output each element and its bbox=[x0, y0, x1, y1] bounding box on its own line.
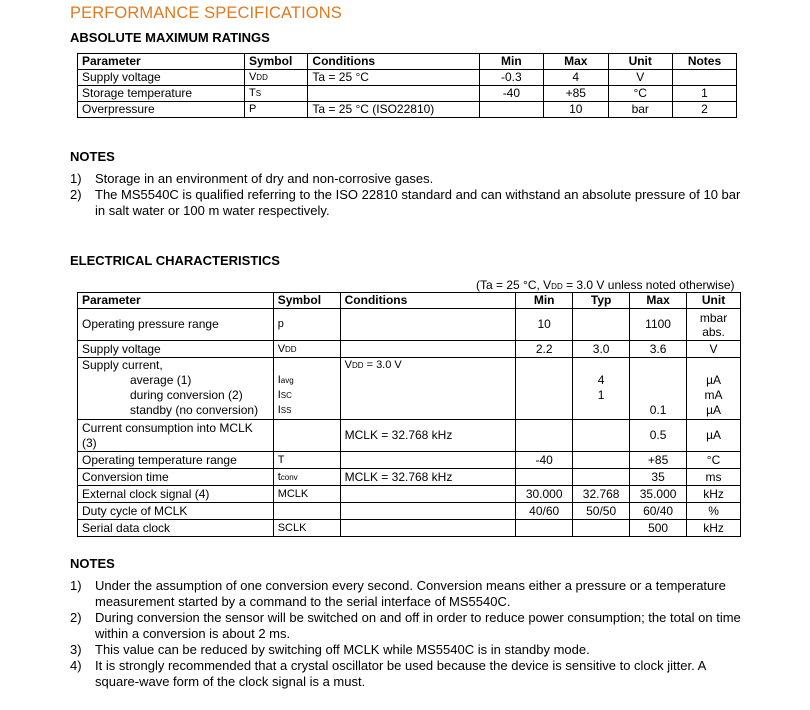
cell-typ: 3.0 bbox=[573, 341, 630, 358]
cell-symbol: Iavg ISC ISS bbox=[273, 358, 340, 420]
notes-heading: NOTES bbox=[70, 556, 115, 571]
cell-parameter: Duty cycle of MCLK bbox=[78, 503, 274, 520]
cell-parameter: Operating pressure range bbox=[78, 309, 274, 341]
cell-min bbox=[516, 469, 573, 486]
cell-unit: V bbox=[608, 70, 672, 86]
cell-conditions bbox=[340, 309, 516, 341]
cell-conditions: MCLK = 32.768 kHz bbox=[340, 420, 516, 452]
table-header-row bbox=[78, 54, 737, 70]
cell-max: 3.6 bbox=[630, 341, 687, 358]
cell-min bbox=[516, 420, 573, 452]
cell-symbol: tconv bbox=[273, 469, 340, 486]
cell-conditions bbox=[340, 520, 516, 537]
cell-max: 35.000 bbox=[630, 486, 687, 503]
cell-conditions bbox=[340, 341, 516, 358]
cell-min bbox=[516, 358, 573, 420]
cell-unit: bar bbox=[608, 102, 672, 118]
cell-parameter: External clock signal (4) bbox=[78, 486, 274, 503]
notes-heading: NOTES bbox=[70, 149, 115, 164]
cell-unit: µA bbox=[687, 420, 741, 452]
col-header-parameter: Parameter bbox=[78, 293, 274, 309]
table-row bbox=[78, 452, 741, 469]
cell-notes bbox=[672, 70, 736, 86]
cell-max: 35 bbox=[630, 469, 687, 486]
cell-symbol: VDD bbox=[273, 341, 340, 358]
cell-min: -40 bbox=[516, 452, 573, 469]
cell-unit: V bbox=[687, 341, 741, 358]
cell-typ bbox=[573, 420, 630, 452]
col-header-unit: Unit bbox=[687, 293, 741, 309]
cell-max: 500 bbox=[630, 520, 687, 537]
cell-max: 4 bbox=[544, 70, 608, 86]
abs-max-heading: ABSOLUTE MAXIMUM RATINGS bbox=[70, 30, 270, 45]
cell-parameter: Supply voltage bbox=[78, 341, 274, 358]
cell-conditions: Ta = 25 °C (ISO22810) bbox=[308, 102, 479, 118]
cell-min bbox=[479, 102, 543, 118]
cell-typ bbox=[573, 309, 630, 341]
cell-parameter: Current consumption into MCLK (3) bbox=[78, 420, 274, 452]
col-header-min: Min bbox=[516, 293, 573, 309]
col-header-symbol: Symbol bbox=[273, 293, 340, 309]
cell-parameter: Supply voltage bbox=[78, 70, 245, 86]
cell-max: +85 bbox=[630, 452, 687, 469]
table-row bbox=[78, 520, 741, 537]
col-header-parameter: Parameter bbox=[78, 54, 245, 70]
page-title: PERFORMANCE SPECIFICATIONS bbox=[70, 4, 342, 22]
cell-min: 2.2 bbox=[516, 341, 573, 358]
cell-max: 0.1 bbox=[630, 358, 687, 420]
cell-max: 10 bbox=[544, 102, 608, 118]
cell-min: 10 bbox=[516, 309, 573, 341]
cell-parameter: Conversion time bbox=[78, 469, 274, 486]
table-row bbox=[78, 503, 741, 520]
col-header-min: Min bbox=[479, 54, 543, 70]
cell-unit: % bbox=[687, 503, 741, 520]
cell-min: -0.3 bbox=[479, 70, 543, 86]
cell-typ: 50/50 bbox=[573, 503, 630, 520]
cell-conditions bbox=[340, 503, 516, 520]
cell-symbol: TS bbox=[244, 86, 307, 102]
cell-symbol bbox=[273, 420, 340, 452]
cell-symbol: p bbox=[273, 309, 340, 341]
table-row bbox=[78, 420, 741, 452]
cell-typ: 32.768 bbox=[573, 486, 630, 503]
col-header-typ: Typ bbox=[573, 293, 630, 309]
col-header-symbol: Symbol bbox=[244, 54, 307, 70]
notes-list bbox=[70, 578, 750, 690]
cell-typ bbox=[573, 452, 630, 469]
table-row bbox=[78, 86, 737, 102]
electrical-table bbox=[77, 292, 741, 537]
note-item: 1) Under the assumption of one conversion every second. Conversion means either a pressure or a temperature measurement started by a command to the serial interface of MS5540C. bbox=[70, 578, 726, 609]
cell-conditions: VDD = 3.0 V bbox=[340, 358, 516, 420]
col-header-notes: Notes bbox=[672, 54, 736, 70]
note-item: 2) During conversion the sensor will be switched on and off in order to reduce power consumption; the total on time within a conversion is about 2 ms. bbox=[70, 610, 741, 641]
col-header-unit: Unit bbox=[608, 54, 672, 70]
cell-symbol: VDD bbox=[244, 70, 307, 86]
cell-symbol bbox=[273, 503, 340, 520]
cell-unit: µA mA µA bbox=[687, 358, 741, 420]
cell-unit: °C bbox=[608, 86, 672, 102]
col-header-max: Max bbox=[630, 293, 687, 309]
cell-max: +85 bbox=[544, 86, 608, 102]
cell-unit: ms bbox=[687, 469, 741, 486]
table-row bbox=[78, 102, 737, 118]
cell-parameter: Supply current, average (1) during conversion (2) standby (no conversion) bbox=[78, 358, 274, 420]
note-item: 4) It is strongly recommended that a crystal oscillator be used because the device is sensitive to clock jitter. A square-wave form of the clock signal is a must. bbox=[70, 658, 706, 689]
cell-conditions bbox=[340, 452, 516, 469]
cell-conditions bbox=[308, 86, 479, 102]
cell-typ bbox=[573, 469, 630, 486]
cell-conditions: Ta = 25 °C bbox=[308, 70, 479, 86]
cell-conditions bbox=[340, 486, 516, 503]
cell-symbol: P bbox=[244, 102, 307, 118]
col-header-max: Max bbox=[544, 54, 608, 70]
col-header-conditions: Conditions bbox=[340, 293, 516, 309]
cell-typ: 4 1 bbox=[573, 358, 630, 420]
cell-notes: 2 bbox=[672, 102, 736, 118]
cell-unit: kHz bbox=[687, 520, 741, 537]
cell-min: 40/60 bbox=[516, 503, 573, 520]
cell-symbol: SCLK bbox=[273, 520, 340, 537]
conditions-note: (Ta = 25 °C, VDD = 3.0 V unless noted otherwise) bbox=[476, 278, 735, 292]
cell-symbol: MCLK bbox=[273, 486, 340, 503]
abs-max-table bbox=[77, 53, 737, 118]
cell-unit: mbar abs. bbox=[687, 309, 741, 341]
cell-parameter: Operating temperature range bbox=[78, 452, 274, 469]
cell-min bbox=[516, 520, 573, 537]
cell-notes: 1 bbox=[672, 86, 736, 102]
cell-max: 0.5 bbox=[630, 420, 687, 452]
cell-min: 30.000 bbox=[516, 486, 573, 503]
col-header-conditions: Conditions bbox=[308, 54, 479, 70]
cell-unit: °C bbox=[687, 452, 741, 469]
table-row bbox=[78, 309, 741, 341]
table-row bbox=[78, 341, 741, 358]
cell-max: 1100 bbox=[630, 309, 687, 341]
table-row bbox=[78, 469, 741, 486]
note-item: 2) The MS5540C is qualified referring to the ISO 22810 standard and can withstand an absolute pressure of 10 bar in salt water or 100 m water respectively. bbox=[70, 187, 741, 218]
cell-conditions: MCLK = 32.768 kHz bbox=[340, 469, 516, 486]
table-row bbox=[78, 70, 737, 86]
cell-unit: kHz bbox=[687, 486, 741, 503]
table-header-row bbox=[78, 293, 741, 309]
cell-max: 60/40 bbox=[630, 503, 687, 520]
elec-heading: ELECTRICAL CHARACTERISTICS bbox=[70, 253, 280, 268]
note-item: 1) Storage in an environment of dry and non-corrosive gases. bbox=[70, 171, 434, 186]
table-row bbox=[78, 486, 741, 503]
cell-parameter: Storage temperature bbox=[78, 86, 245, 102]
cell-typ bbox=[573, 520, 630, 537]
note-item: 3) This value can be reduced by switching off MCLK while MS5540C is in standby mode. bbox=[70, 642, 590, 657]
cell-min: -40 bbox=[479, 86, 543, 102]
cell-parameter: Overpressure bbox=[78, 102, 245, 118]
table-row bbox=[78, 358, 741, 420]
notes-list bbox=[70, 171, 750, 219]
cell-symbol: T bbox=[273, 452, 340, 469]
cell-parameter: Serial data clock bbox=[78, 520, 274, 537]
